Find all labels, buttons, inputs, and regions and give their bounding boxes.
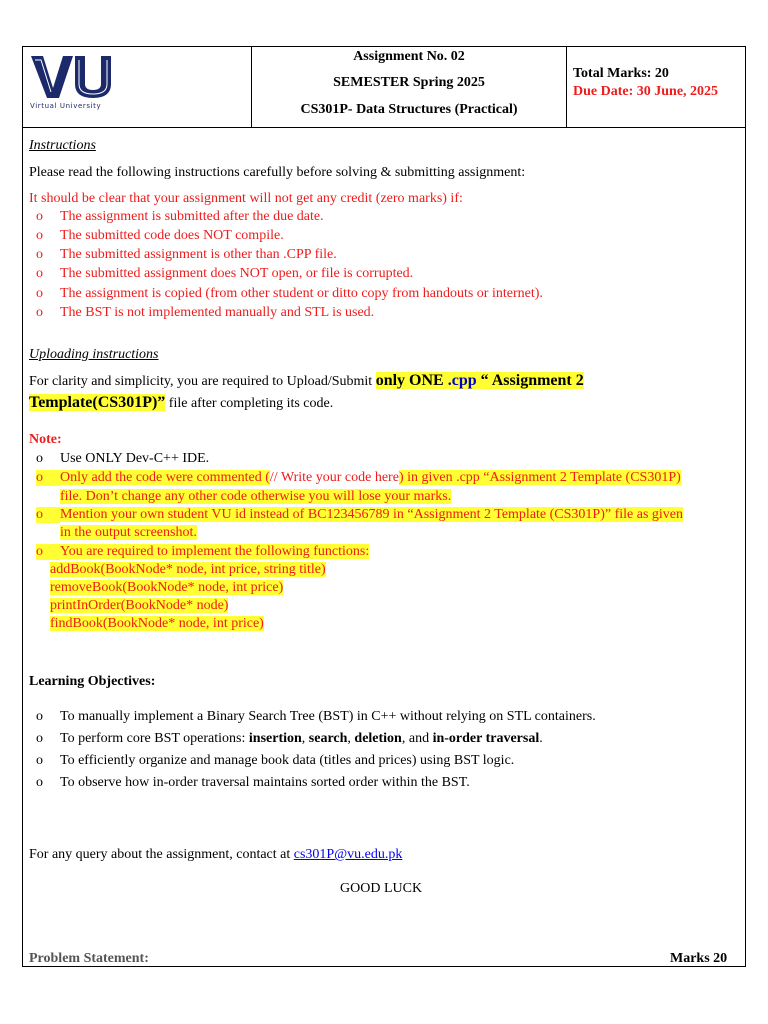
assignment-number: Assignment No. 02	[353, 49, 465, 64]
list-item: o Only add the code were commented (// Write your code here) in given .cpp “Assignment 2 Template (CS301P)	[36, 470, 681, 485]
list-item: o The BST is not implemented manually and STL is used.	[36, 305, 375, 320]
course-title: CS301P- Data Structures (Practical)	[300, 102, 518, 117]
list-item: o Use ONLY Dev-C++ IDE.	[36, 451, 210, 466]
problem-marks: Marks 20	[670, 951, 728, 966]
problem-statement-label: Problem Statement:	[29, 951, 149, 966]
assignment-title-cell	[252, 46, 567, 127]
objectives-heading: Learning Objectives:	[29, 674, 156, 689]
list-item: o The assignment is submitted after the due date.	[36, 209, 324, 224]
semester: SEMESTER Spring 2025	[333, 75, 485, 90]
due-date: Due Date: 30 June, 2025	[573, 84, 719, 99]
list-item: o The submitted code does NOT compile.	[36, 228, 284, 243]
list-item: o To perform core BST operations: insertion, search, deletion, and in-order traversal.	[36, 731, 543, 746]
list-item: o Mention your own student VU id instead of BC123456789 in “Assignment 2 Template (CS301P)” file as given	[36, 507, 683, 522]
total-marks: Total Marks: 20	[573, 66, 669, 81]
function-item: findBook(BookNode* node, int price)	[50, 616, 264, 631]
list-item: o To manually implement a Binary Search Tree (BST) in C++ without relying on STL containers.	[36, 709, 596, 724]
uploading-text-line2: Template(CS301P)” file after completing its code.	[29, 394, 334, 411]
vu-logo	[29, 54, 115, 100]
good-luck: GOOD LUCK	[340, 881, 423, 896]
list-item: o The submitted assignment is other than .CPP file.	[36, 247, 337, 262]
list-item: o The submitted assignment does NOT open, or file is corrupted.	[36, 266, 414, 281]
contact-line: For any query about the assignment, contact at cs301P@vu.edu.pk	[29, 847, 403, 862]
uploading-heading: Uploading instructions	[29, 347, 159, 362]
instructions-heading: Instructions	[29, 138, 96, 153]
function-item: printInOrder(BookNode* node)	[50, 598, 229, 613]
list-item: o The assignment is copied (from other student or ditto copy from handouts or internet).	[36, 286, 543, 301]
note-item2-line2: file. Don’t change any other code otherwise you will lose your marks.	[60, 489, 452, 504]
list-item: o To observe how in-order traversal maintains sorted order within the BST.	[36, 775, 470, 790]
logo-cell	[22, 46, 252, 127]
list-item: o To efficiently organize and manage book data (titles and prices) using BST logic.	[36, 753, 515, 768]
function-item: addBook(BookNode* node, int price, string title)	[50, 562, 326, 577]
list-item: o You are required to implement the following functions:	[36, 544, 370, 559]
instructions-intro: Please read the following instructions carefully before solving & submitting assignment:	[29, 165, 526, 180]
instructions-warning: It should be clear that your assignment will not get any credit (zero marks) if:	[29, 191, 463, 206]
logo-caption: Virtual University	[30, 102, 102, 110]
marks-cell	[567, 46, 746, 127]
note-label: Note:	[29, 432, 62, 447]
function-item: removeBook(BookNode* node, int price)	[50, 580, 284, 595]
header-table	[22, 46, 746, 128]
note-item3-line2: in the output screenshot.	[60, 525, 197, 540]
uploading-text-line1: For clarity and simplicity, you are required to Upload/Submit only ONE .cpp “ Assignment 2	[29, 372, 584, 389]
contact-email-link[interactable]: cs301P@vu.edu.pk	[293, 847, 403, 862]
